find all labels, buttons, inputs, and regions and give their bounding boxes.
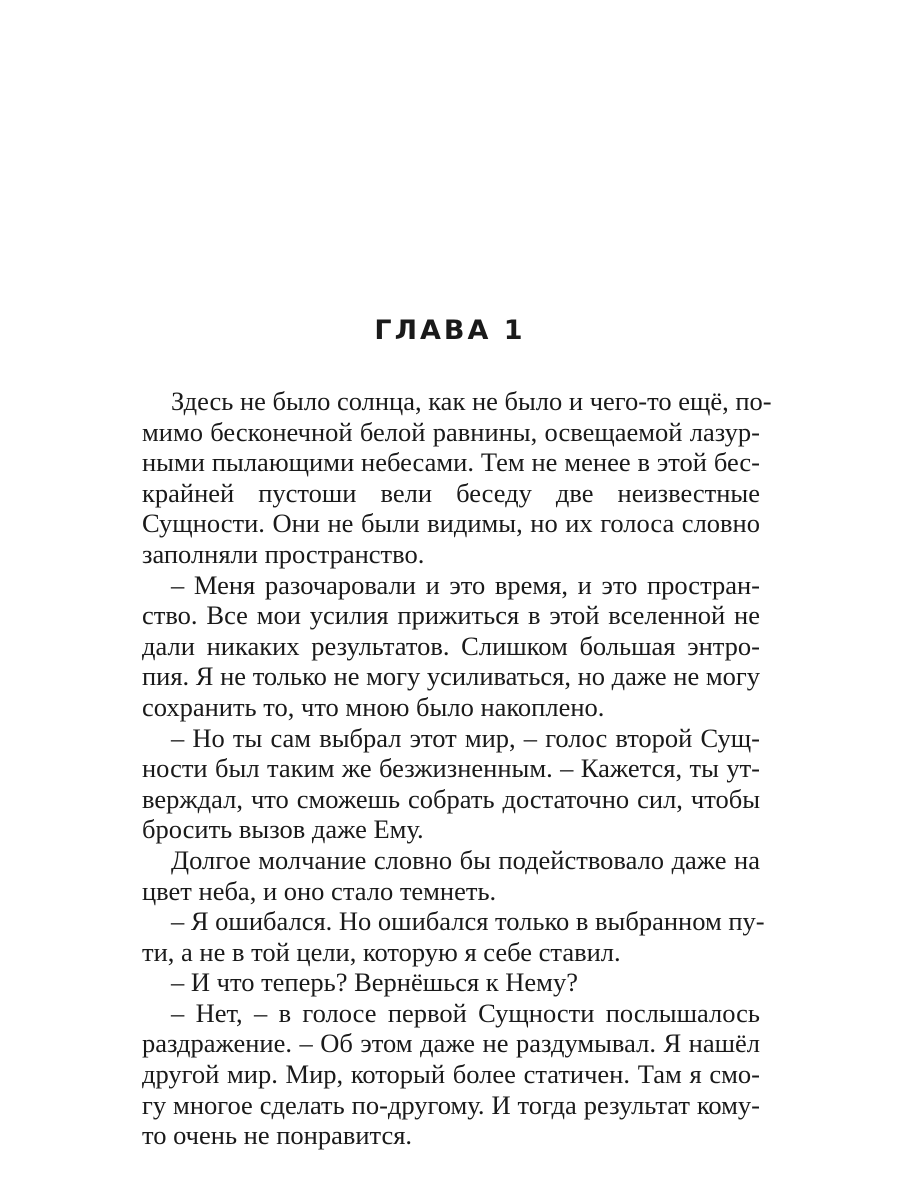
text-line: другой мир. Мир, который более статичен. Там я смо- — [142, 1059, 760, 1090]
text-line: то очень не понравится. — [142, 1120, 413, 1151]
text-line: гу многое сделать по-другому. И тогда результат кому- — [142, 1089, 760, 1120]
text-line: – Я ошибался. Но ошибался только в выбранном пу- — [171, 906, 765, 937]
text-line: ство. Все мои усилия прижиться в этой вселенной не — [142, 600, 760, 631]
text-line: – Нет, – в голосе первой Сущности послышалось — [171, 997, 760, 1028]
text-line: – Но ты сам выбрал этот мир, – голос второй Сущ- — [171, 722, 760, 753]
text-line: ности был таким же безжизненным. – Кажется, ты ут- — [142, 753, 760, 784]
text-line: заполняли пространство. — [142, 538, 425, 569]
text-line: дали никаких результатов. Слишком большая энтро- — [142, 630, 760, 661]
text-line: ными пылающими небесами. Тем не менее в этой бес- — [142, 447, 760, 478]
text-line: крайней пустоши вели беседу две неизвестные — [142, 477, 760, 508]
text-line: пия. Я не только не могу усиливаться, но даже не могу — [142, 661, 760, 692]
text-line: Долгое молчание словно бы подействовало даже на — [171, 844, 760, 875]
text-line: верждал, что сможешь собрать достаточно сил, чтобы — [142, 783, 760, 814]
text-line: бросить вызов даже Ему. — [142, 814, 424, 845]
text-line: Сущности. Они не были видимы, но их голоса словно — [142, 508, 760, 539]
text-line: цвет неба, и оно стало темнеть. — [142, 875, 497, 906]
text-line: – И что теперь? Вернёшься к Нему? — [171, 967, 578, 998]
text-line: – Меня разочаровали и это время, и это простран- — [171, 569, 760, 600]
text-line: ти, а не в той цели, которую я себе ставил. — [142, 936, 621, 967]
chapter-title: ГЛАВА 1 — [374, 315, 526, 346]
text-line: мимо бесконечной белой равнины, освещаемой лазур- — [142, 416, 760, 447]
text-line: раздражение. – Об этом даже не раздумывал. Я нашёл — [142, 1028, 760, 1059]
chapter-text — [142, 386, 772, 1151]
text-line: сохранить то, что мною было накоплено. — [142, 691, 605, 722]
text-line: Здесь не было солнца, как не было и чего-то ещё, по- — [171, 386, 772, 416]
